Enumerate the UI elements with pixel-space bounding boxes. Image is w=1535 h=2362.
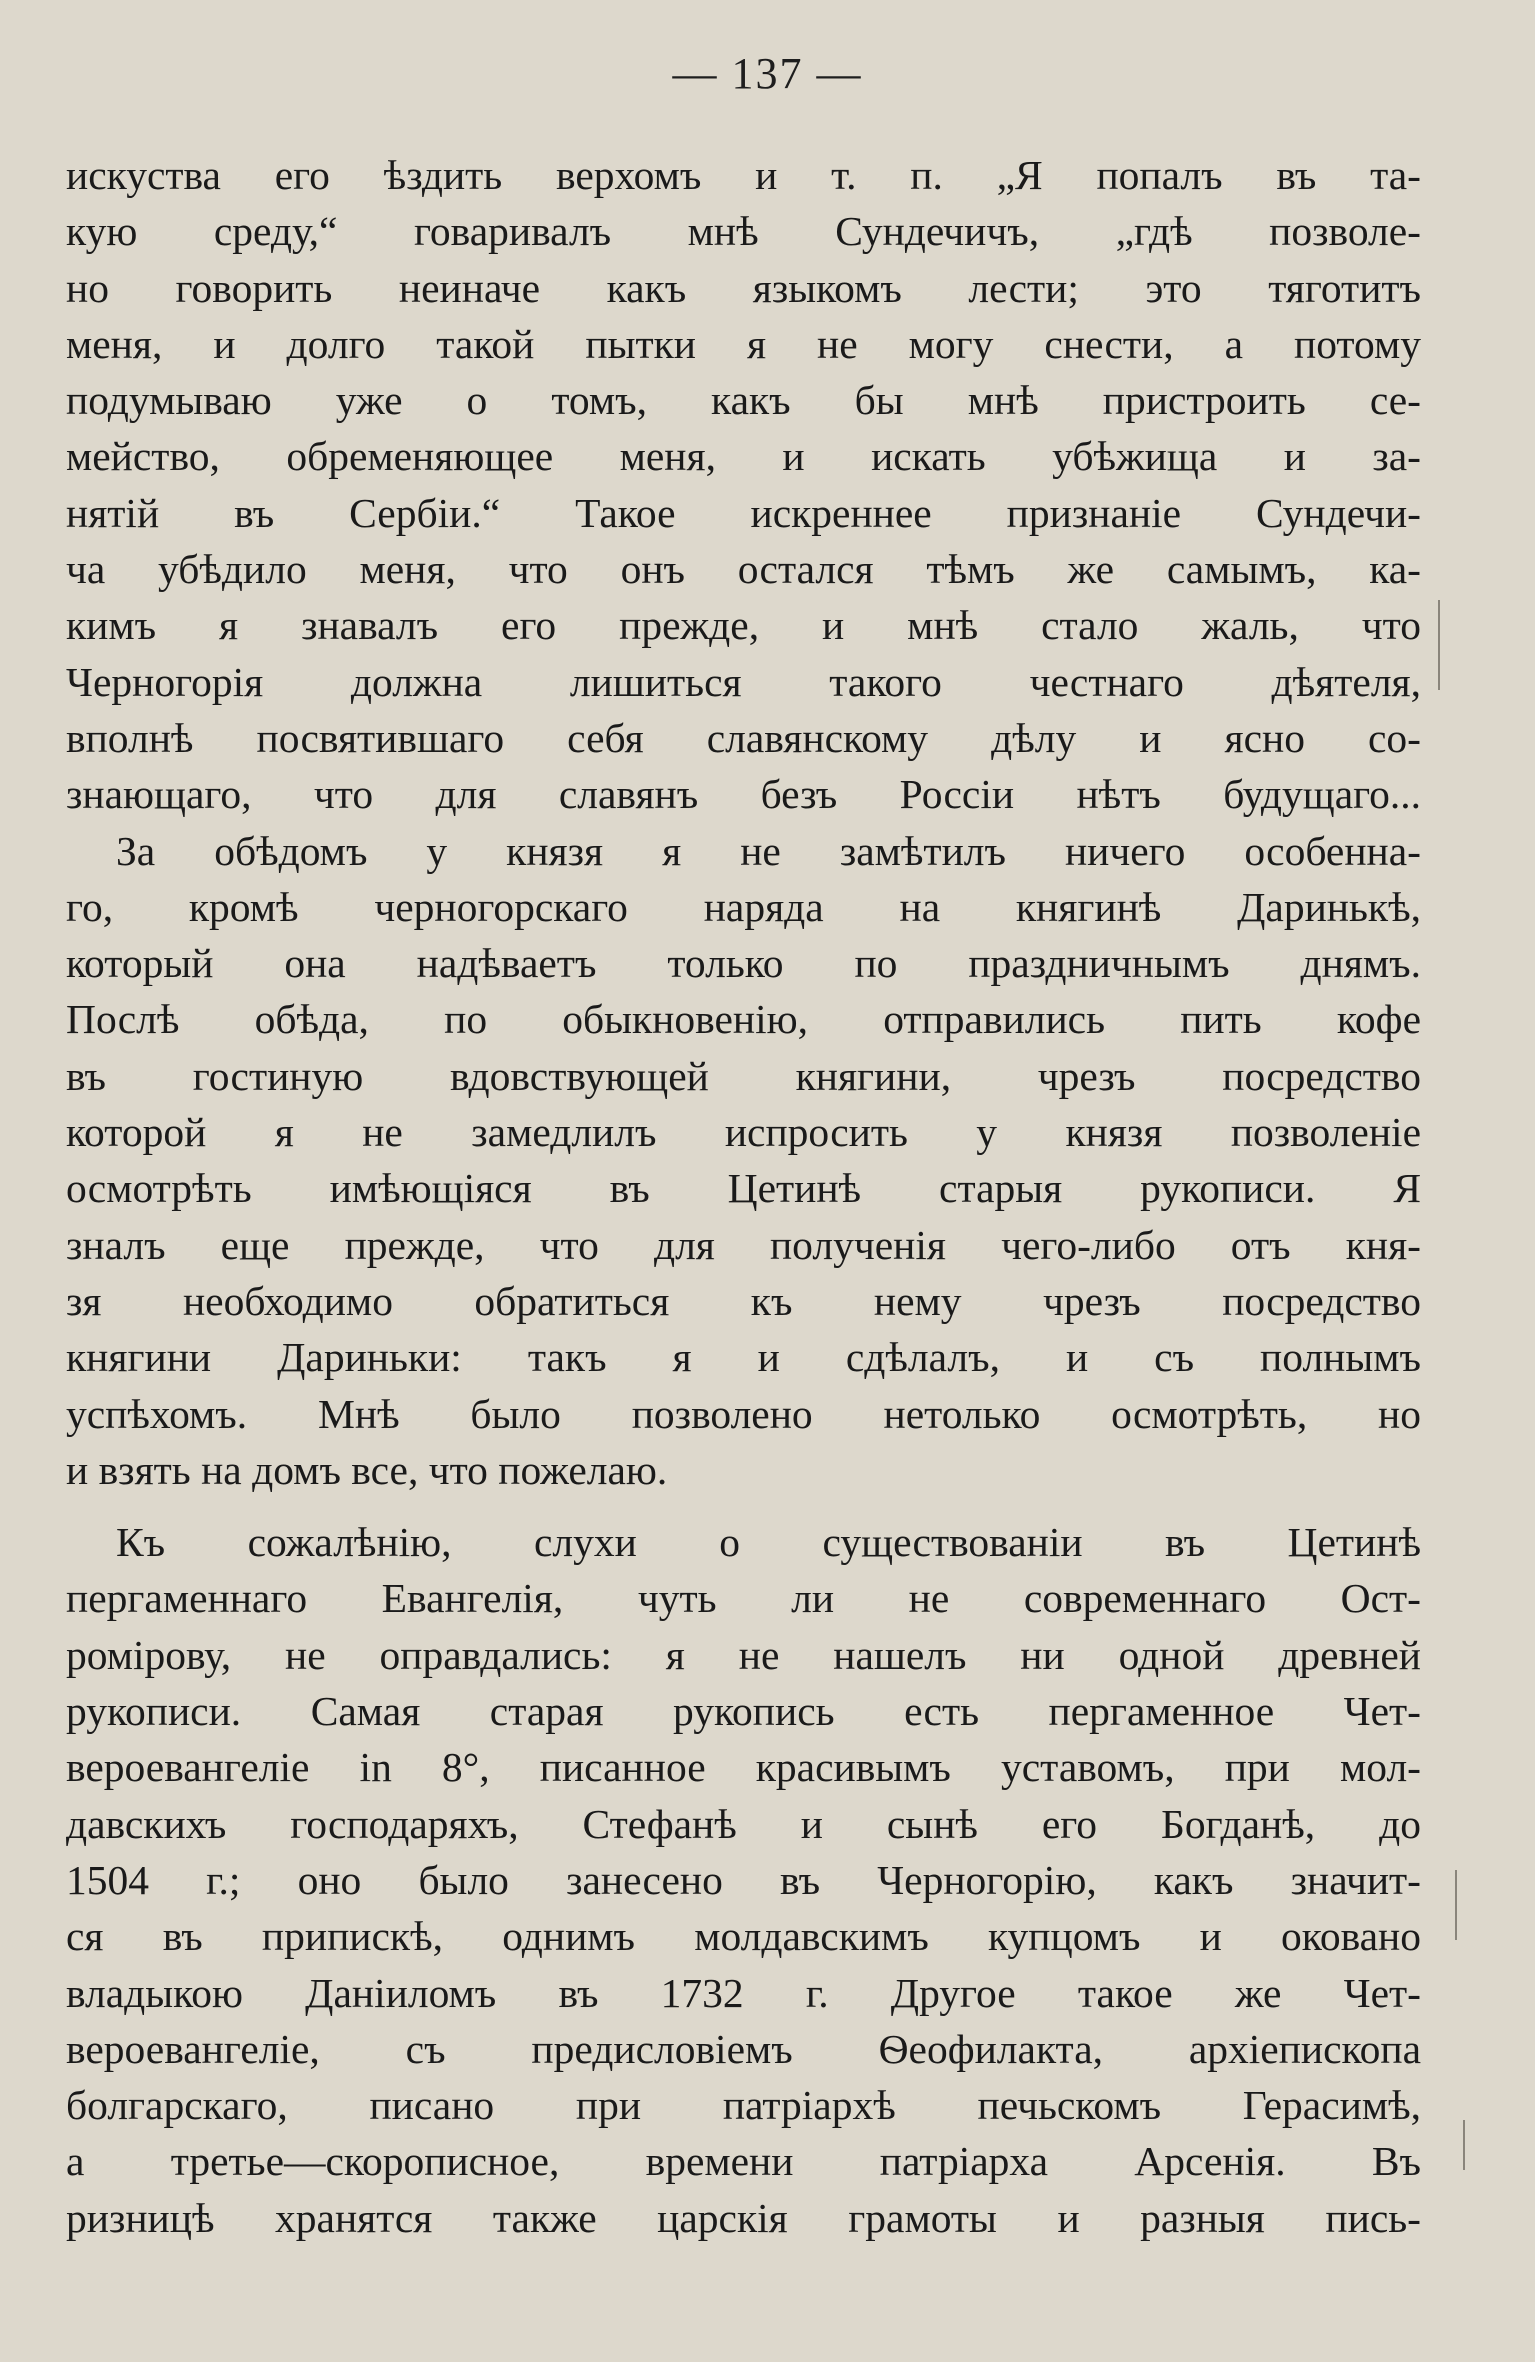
margin-pencil-mark: [1438, 600, 1440, 690]
text-line: зналъ еще прежде, что для полученія чего-либо отъ кня-: [66, 1221, 1421, 1268]
text-line: кую среду,“ говаривалъ мнѣ Сундечичъ, „гдѣ позволе-: [66, 208, 1421, 255]
text-line: княгини Дариньки: такъ я и сдѣлалъ, и съ полнымъ: [66, 1334, 1421, 1381]
body-text: [66, 147, 1421, 2246]
text-line: искуства его ѣздить верхомъ и т. п. „Я попалъ въ та-: [66, 152, 1421, 198]
text-line: вполнѣ посвятившаго себя славянскому дѣлу и ясно со-: [66, 714, 1421, 761]
text-line: ризницѣ хранятся также царскія грамоты и разныя пись-: [66, 2194, 1421, 2241]
text-line: ромірову, не оправдались: я не нашелъ ни одной древней: [66, 1631, 1421, 1678]
text-line: успѣхомъ. Мнѣ было позволено нетолько осмотрѣть, но: [66, 1390, 1421, 1437]
text-line: зя необходимо обратиться къ нему чрезъ посредство: [66, 1277, 1421, 1324]
text-line: вероевангеліе in 8°, писанное красивымъ уставомъ, при мол-: [66, 1744, 1421, 1791]
text-line: и взять на домъ все, что пожелаю.: [66, 1446, 668, 1493]
text-line: осмотрѣть имѣющіяся въ Цетинѣ старыя рукописи. Я: [66, 1165, 1421, 1212]
text-line: которой я не замедлилъ испросить у князя позволеніе: [66, 1109, 1421, 1156]
text-line: 1504 г.; оно было занесено въ Черногорію, какъ значит-: [66, 1856, 1421, 1903]
text-line: меня, и долго такой пытки я не могу снести, а потому: [66, 320, 1421, 367]
text-line: знающаго, что для славянъ безъ Россіи нѣтъ будущаго...: [66, 771, 1421, 818]
text-line: мейство, обременяющее меня, и искать убѣжища и за-: [66, 433, 1421, 480]
text-line: Къ сожалѣнію, слухи о существованіи въ Цетинѣ: [116, 1519, 1421, 1566]
text-line: но говорить неиначе какъ языкомъ лести; это тяготитъ: [66, 264, 1421, 311]
paragraph-2: [66, 823, 1421, 1499]
text-line: го, кромѣ черногорскаго наряда на княгинѣ Даринькѣ,: [66, 883, 1421, 930]
text-line: кимъ я знавалъ его прежде, и мнѣ стало жаль, что: [66, 602, 1421, 649]
page-number: — 137 —: [672, 49, 863, 98]
text-line: въ гостиную вдовствующей княгини, чрезъ посредство: [66, 1052, 1421, 1099]
text-line: владыкою Даніиломъ въ 1732 г. Другое такое же Чет-: [66, 1969, 1421, 2016]
text-line: пергаменнаго Евангелія, чуть ли не современнаго Ост-: [66, 1575, 1421, 1622]
text-line: ся въ припискѣ, однимъ молдавскимъ купцомъ и оковано: [66, 1913, 1421, 1960]
text-line: который она надѣваетъ только по праздничнымъ днямъ.: [66, 940, 1421, 987]
text-line: нятій въ Сербіи.“ Такое искреннее признаніе Сундечи-: [66, 489, 1421, 536]
text-line: подумываю уже о томъ, какъ бы мнѣ пристроить се-: [66, 377, 1421, 424]
text-line: болгарскаго, писано при патріархѣ печьскомъ Герасимѣ,: [66, 2082, 1421, 2129]
margin-pencil-mark: [1463, 2120, 1465, 2170]
text-line: рукописи. Самая старая рукопись есть пергаменное Чет-: [66, 1688, 1421, 1735]
paragraph-3: [66, 1514, 1421, 2246]
text-line: Черногорія должна лишиться такого честнаго дѣятеля,: [66, 658, 1421, 705]
text-line: вероевангеліе, съ предисловіемъ Ѳеофилакта, архіепископа: [66, 2025, 1421, 2072]
text-line: а третье—скорописное, времени патріарха Арсенія. Въ: [66, 2138, 1421, 2185]
text-line: ча убѣдило меня, что онъ остался тѣмъ же самымъ, ка-: [66, 546, 1421, 593]
margin-pencil-mark: [1455, 1870, 1457, 1940]
text-line: Послѣ обѣда, по обыкновенію, отправились пить кофе: [66, 996, 1421, 1043]
paragraph-1: [66, 147, 1421, 823]
text-line: За обѣдомъ у князя я не замѣтилъ ничего особенна-: [116, 827, 1421, 874]
text-line: давскихъ господаряхъ, Стефанѣ и сынѣ его Богданѣ, до: [66, 1800, 1421, 1847]
